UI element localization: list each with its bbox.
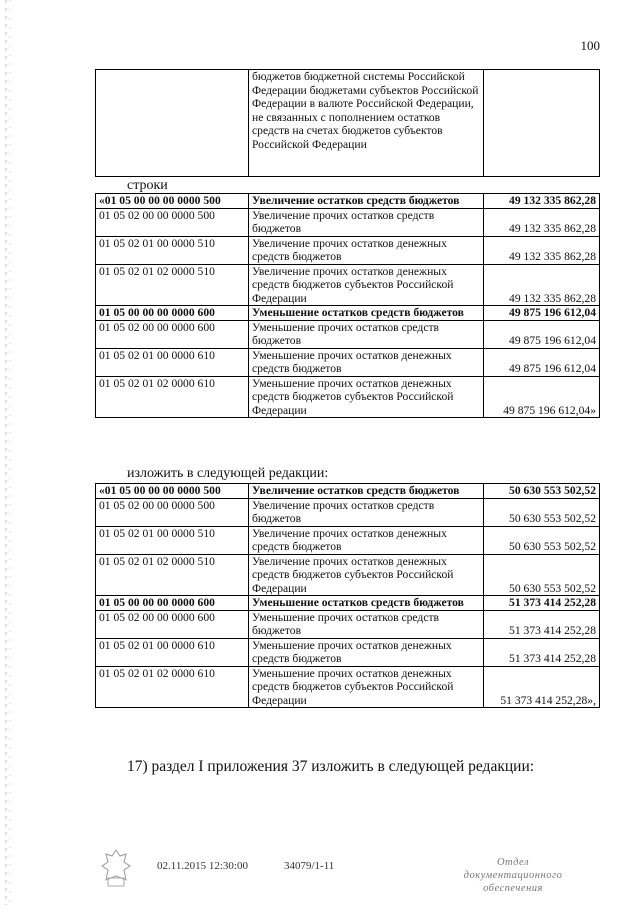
amount: 49 875 196 612,04: [484, 320, 600, 348]
budget-code: 01 05 00 00 00 0000 600: [96, 596, 249, 611]
fragment-code-cell: [96, 70, 249, 177]
row-name: Уменьшение прочих остатков денежных средств бюджетов: [249, 348, 484, 376]
row-name: Уменьшение остатков средств бюджетов: [249, 306, 484, 321]
row-name: Увеличение остатков средств бюджетов: [249, 194, 484, 209]
amount: 49 132 335 862,28: [484, 264, 600, 306]
budget-code: 01 05 02 01 00 0000 510: [96, 236, 249, 264]
budget-code: 01 05 02 00 00 0000 600: [96, 610, 249, 638]
amount: 50 630 553 502,52: [484, 554, 600, 596]
budget-code: 01 05 02 01 00 0000 510: [96, 526, 249, 554]
fragment-text: бюджетов бюджетной системы Российской Федерации бюджетами субъектов Российской Федерации в валюте Российской Федерации, не связанных с пополнением остатков средств на счетах бюджетов субъектов Российской Федерации: [249, 70, 484, 177]
table-row: [96, 376, 600, 418]
row-name: Уменьшение прочих остатков денежных средств бюджетов субъектов Российской Федерации: [249, 666, 484, 708]
row-name: Уменьшение остатков средств бюджетов: [249, 596, 484, 611]
new-values-table: [95, 483, 600, 708]
label-new-edition: изложить в следующей редакции:: [127, 466, 329, 481]
footer-datetime: 02.11.2015 12:30:00: [157, 860, 248, 872]
row-name: Увеличение прочих остатков денежных средств бюджетов субъектов Российской Федерации: [249, 264, 484, 306]
amount: 50 630 553 502,52: [484, 498, 600, 526]
row-name: Увеличение прочих остатков денежных средств бюджетов субъектов Российской Федерации: [249, 554, 484, 596]
table-row: [96, 596, 600, 611]
table-row: [96, 306, 600, 321]
amount: 51 373 414 252,28: [484, 638, 600, 666]
table-row: [96, 194, 600, 209]
amount: 49 875 196 612,04: [484, 306, 600, 321]
row-name: Увеличение прочих остатков средств бюджетов: [249, 208, 484, 236]
amount: 49 875 196 612,04: [484, 348, 600, 376]
amount: 51 373 414 252,28»,: [484, 666, 600, 708]
table-row: [96, 484, 600, 499]
coat-of-arms-seal: [100, 848, 132, 893]
table-row: [96, 610, 600, 638]
amount: 50 630 553 502,52: [484, 526, 600, 554]
row-name: Увеличение прочих остатков денежных средств бюджетов: [249, 236, 484, 264]
table-row: [96, 554, 600, 596]
table-row: [96, 526, 600, 554]
budget-code: 01 05 02 01 02 0000 510: [96, 554, 249, 596]
stamp-line-2: обеспечения: [483, 883, 543, 894]
table-row: [96, 208, 600, 236]
table-row: [96, 236, 600, 264]
table-row: [96, 638, 600, 666]
amount: 51 373 414 252,28: [484, 596, 600, 611]
row-name: Увеличение прочих остатков денежных средств бюджетов: [249, 526, 484, 554]
amount: 51 373 414 252,28: [484, 610, 600, 638]
table-row: [96, 666, 600, 708]
row-name: Уменьшение прочих остатков денежных средств бюджетов субъектов Российской Федерации: [249, 376, 484, 418]
budget-code: 01 05 02 00 00 0000 600: [96, 320, 249, 348]
budget-code: 01 05 02 01 00 0000 610: [96, 348, 249, 376]
budget-code: 01 05 02 01 00 0000 610: [96, 638, 249, 666]
amount: 50 630 553 502,52: [484, 484, 600, 499]
stamp-line-1: Отдел документационного: [463, 857, 563, 881]
amount: 49 132 335 862,28: [484, 236, 600, 264]
amount: 49 132 335 862,28: [484, 194, 600, 209]
top-table-fragment: [95, 69, 599, 177]
row-name: Уменьшение прочих остатков денежных средств бюджетов: [249, 638, 484, 666]
new-table-block: [95, 483, 599, 708]
footer-doc-number: 34079/1-11: [284, 860, 335, 872]
old-table-block: [95, 193, 599, 418]
label-rows: строки: [127, 178, 168, 193]
row-name: Уменьшение прочих остатков средств бюджетов: [249, 320, 484, 348]
budget-code: 01 05 02 01 02 0000 510: [96, 264, 249, 306]
budget-code: 01 05 00 00 00 0000 600: [96, 306, 249, 321]
budget-code: «01 05 00 00 00 0000 500: [96, 194, 249, 209]
table-row: [96, 264, 600, 306]
row-name: Уменьшение прочих остатков средств бюджетов: [249, 610, 484, 638]
table-row: [96, 320, 600, 348]
department-stamp: [448, 856, 578, 895]
page-number: 100: [580, 38, 600, 53]
budget-code: 01 05 02 01 02 0000 610: [96, 666, 249, 708]
table-row: [96, 348, 600, 376]
section-17-text: 17) раздел I приложения 37 изложить в следующей редакции:: [127, 758, 535, 775]
budget-code: 01 05 02 01 02 0000 610: [96, 376, 249, 418]
row-name: Увеличение остатков средств бюджетов: [249, 484, 484, 499]
amount: 49 132 335 862,28: [484, 208, 600, 236]
old-values-table: [95, 193, 600, 418]
budget-code: 01 05 02 00 00 0000 500: [96, 208, 249, 236]
scan-margin: [0, 0, 14, 905]
row-name: Увеличение прочих остатков средств бюджетов: [249, 498, 484, 526]
amount: 49 875 196 612,04»: [484, 376, 600, 418]
table-row: [96, 498, 600, 526]
budget-code: «01 05 00 00 00 0000 500: [96, 484, 249, 499]
fragment-amount-cell: [484, 70, 600, 177]
fragment-table: [95, 69, 600, 177]
budget-code: 01 05 02 00 00 0000 500: [96, 498, 249, 526]
